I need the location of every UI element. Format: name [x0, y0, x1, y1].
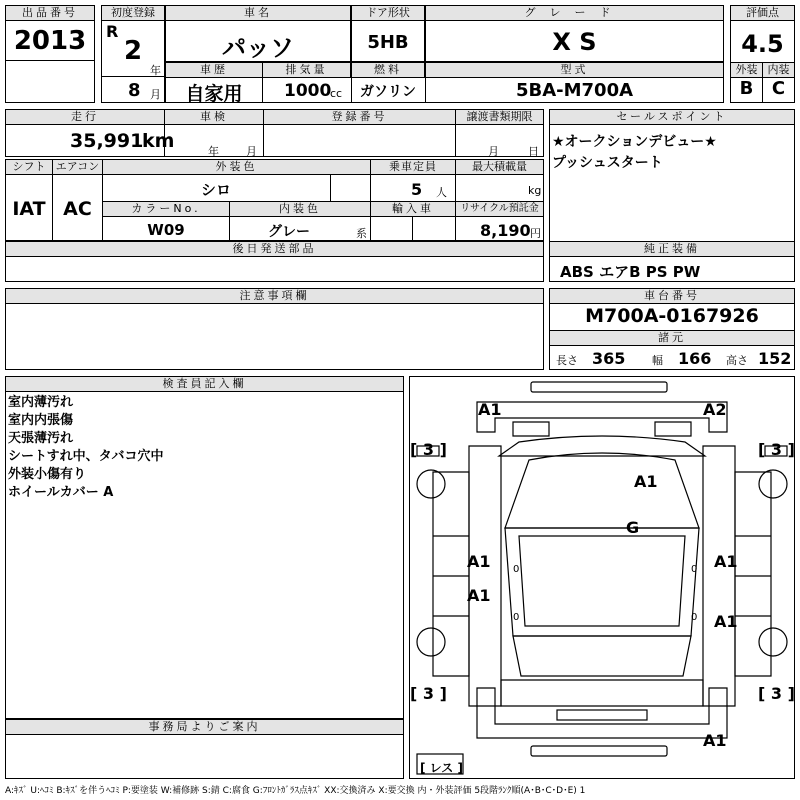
- divider: [370, 159, 371, 241]
- chassis-value: M700A-0167926: [585, 305, 759, 327]
- intcolor-unit: 系: [356, 227, 367, 240]
- divider: [455, 109, 456, 157]
- spec-label: 諸元: [549, 330, 795, 346]
- inspector-line-1: 室内薄汚れ: [8, 395, 74, 410]
- inspector-line-4: シートすれ中、タバコ穴中: [8, 449, 164, 464]
- lot-value: 2013: [13, 26, 87, 56]
- score-label: 評価点: [730, 5, 795, 21]
- door-label: ドア形状: [351, 5, 425, 21]
- tire-tread: [ 3 ]: [758, 684, 795, 703]
- recycle-value: 8,190: [480, 221, 531, 240]
- reg-year-value: 2: [124, 36, 143, 66]
- spare-tire: [ レス ]: [420, 761, 463, 775]
- divider: [455, 159, 456, 241]
- color-value: シロ: [200, 181, 231, 199]
- plate-label: 登録番号: [263, 109, 456, 125]
- grade-value: X S: [552, 28, 597, 56]
- damage-mark: A1: [714, 552, 738, 571]
- damage-mark: G: [626, 518, 640, 537]
- equip-value: ABS エアB PS PW: [560, 263, 701, 281]
- damage-mark: A1: [478, 400, 502, 419]
- exterior-label: 外装: [730, 62, 763, 78]
- height-label: 高さ: [726, 354, 748, 367]
- mileage-value: 35,991: [70, 130, 144, 152]
- load-label: 最大積載量: [455, 159, 544, 175]
- colorno-value: W09: [147, 221, 185, 239]
- intcolor-value: グレー: [268, 224, 310, 240]
- lot-label: 出品番号: [5, 5, 95, 21]
- legend: A:ｷｽﾞ U:ﾍｺﾐ B:ｷｽﾞを伴うﾍｺﾐ P:要塗装 W:補修跡 S:錆 C:腐食 G:ﾌﾛﾝﾄｶﾞﾗｽ点ｷｽﾞ XX:交換済み X:要交換 内・外装評価 5段階ﾗﾝｸ順(A･B･C･D･E) 1: [5, 786, 586, 796]
- inspector-line-5: 外装小傷有り: [8, 467, 87, 482]
- sales-point-2: プッシュスタート: [552, 155, 663, 171]
- handle-mark: 0: [513, 564, 520, 575]
- length-label: 長さ: [556, 354, 578, 367]
- damage-mark: A2: [703, 400, 727, 419]
- equip-label: 純正装備: [549, 241, 795, 257]
- interior-value: C: [771, 78, 786, 99]
- inspection-year-unit: 年: [208, 145, 219, 158]
- transfer-day-unit: 日: [528, 145, 539, 158]
- inspector-line-2: 室内内張傷: [8, 413, 74, 428]
- capacity-value: 5: [411, 180, 423, 199]
- grade-label: グレード: [425, 5, 724, 21]
- load-unit: kg: [528, 184, 542, 197]
- divider: [330, 175, 331, 201]
- divider: [5, 60, 95, 61]
- tire-tread: [ 3 ]: [758, 440, 795, 459]
- later-parts-label: 後日発送部品: [5, 241, 544, 257]
- car-name-label: 車名: [165, 5, 351, 21]
- damage-mark: A1: [467, 552, 491, 571]
- height-value: 152: [758, 349, 792, 368]
- model-value: 5BA-M700A: [515, 80, 634, 101]
- length-value: 365: [592, 349, 626, 368]
- width-value: 166: [678, 349, 712, 368]
- damage-mark: A1: [703, 731, 727, 750]
- shift-label: シフト: [5, 159, 53, 175]
- fuel-label: 燃料: [351, 62, 425, 78]
- sales-box: [549, 109, 795, 242]
- width-label: 幅: [652, 354, 663, 367]
- sales-label: セールスポイント: [549, 109, 795, 125]
- inspection-label: 車検: [164, 109, 264, 125]
- damage-mark: A1: [714, 612, 738, 631]
- handle-mark: 0: [691, 564, 698, 575]
- displacement-label: 排気量: [262, 62, 351, 78]
- transfer-label: 譲渡書類期限: [455, 109, 544, 125]
- capacity-label: 乗車定員: [370, 159, 456, 175]
- damage-mark: A1: [634, 472, 658, 491]
- inspector-line-6: ホイールカバー A: [8, 485, 114, 500]
- inspection-month-unit: 月: [246, 145, 257, 158]
- history-value: 自家用: [185, 83, 243, 105]
- divider: [101, 76, 165, 77]
- fuel-value: ガソリン: [360, 84, 416, 100]
- car-name-value: パッソ: [222, 34, 294, 62]
- chassis-label: 車台番号: [549, 288, 795, 304]
- tire-tread: [ 3 ]: [410, 440, 447, 459]
- ac-value: AC: [63, 198, 92, 220]
- divider: [412, 217, 413, 241]
- shift-value: IAT: [12, 198, 46, 220]
- mileage-unit: km: [142, 130, 175, 152]
- model-label: 型式: [425, 62, 724, 78]
- handle-mark: 0: [513, 612, 520, 623]
- exterior-value: B: [739, 78, 754, 99]
- sales-point-1: ★オークションデビュー★: [552, 134, 717, 150]
- interior-label: 内装: [762, 62, 795, 78]
- damage-mark: A1: [467, 586, 491, 605]
- history-label: 車歴: [165, 62, 263, 78]
- displacement-unit: cc: [330, 87, 343, 100]
- reg-month-value: 8: [128, 80, 141, 101]
- mileage-label: 走行: [5, 109, 165, 125]
- transfer-month-unit: 月: [488, 145, 499, 158]
- ac-label: エアコン: [52, 159, 103, 175]
- score-value: 4.5: [741, 30, 784, 58]
- era-value: R: [106, 22, 119, 41]
- displacement-value: 1000: [284, 81, 332, 101]
- recycle-unit: 円: [530, 227, 541, 240]
- first-reg-label: 初度登録: [101, 5, 165, 21]
- capacity-unit: 人: [436, 186, 447, 199]
- handle-mark: 0: [691, 612, 698, 623]
- office-label: 事務局よりご案内: [5, 719, 404, 735]
- recycle-label: リサイクル預託金: [455, 201, 544, 217]
- inspector-label: 検査員記入欄: [5, 376, 404, 392]
- colorno-label: カラーNo.: [102, 201, 230, 217]
- tire-tread: [ 3 ]: [410, 684, 447, 703]
- divider: [263, 109, 264, 157]
- door-value: 5HB: [367, 32, 409, 53]
- inspector-line-3: 天張薄汚れ: [8, 431, 74, 446]
- car-diagram: [409, 376, 795, 779]
- intcolor-label: 内装色: [229, 201, 371, 217]
- year-unit: 年: [150, 64, 161, 77]
- month-unit: 月: [150, 88, 161, 101]
- import-label: 輸入車: [370, 201, 456, 217]
- notes-label: 注意事項欄: [5, 288, 544, 304]
- color-label: 外装色: [102, 159, 371, 175]
